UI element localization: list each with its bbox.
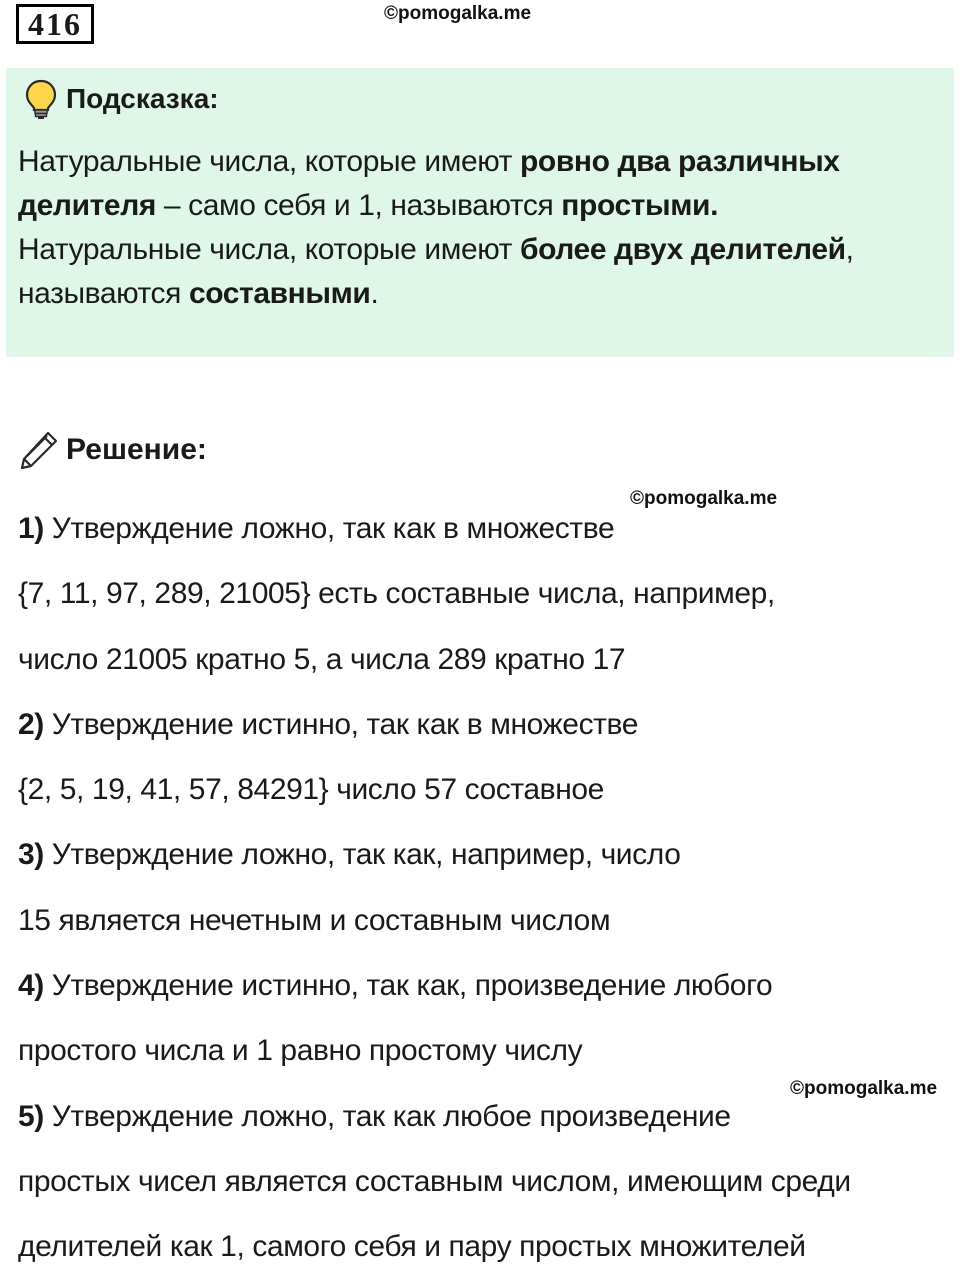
hint-paragraph-2: Натуральные числа, которые имеют более двух делителей, называются составными. (18, 233, 854, 310)
solution-line: простого числа и 1 равно простому числу (18, 1034, 583, 1068)
hint-title (24, 82, 219, 116)
hint-paragraph-1: Натуральные числа, которые имеют ровно два различных делителя – само себя и 1, называются простыми. (18, 145, 840, 222)
solution-line: делителей как 1, самого себя и пару простых множителей (18, 1230, 806, 1264)
task-number: 416 (16, 4, 94, 44)
solution-line: {2, 5, 19, 41, 57, 84291} число 57 составное (18, 773, 604, 807)
solution-title-text: Решение: (66, 433, 207, 466)
pencil-icon (18, 429, 60, 471)
hint-box (6, 68, 954, 357)
solution-line: {7, 11, 97, 289, 21005} есть составные числа, например, (18, 577, 775, 611)
lightbulb-icon (24, 79, 58, 119)
solution-line: 1) Утверждение ложно, так как в множестве (18, 512, 615, 545)
solution-line: 5) Утверждение ложно, так как любое произведение (18, 1099, 731, 1133)
solution-line: число 21005 кратно 5, а числа 289 кратно 17 (18, 642, 626, 676)
watermark-middle: ©pomogalka.me (630, 488, 778, 509)
watermark-top: ©pomogalka.me (384, 3, 532, 24)
hint-text (18, 140, 948, 316)
watermark-bottom: ©pomogalka.me (790, 1078, 938, 1099)
solution-line: 4) Утверждение истинно, так как, произведение любого (18, 969, 773, 1003)
solution-line: 2) Утверждение истинно, так как в множестве (18, 707, 638, 741)
solution-body (18, 496, 953, 1280)
hint-title-text: Подсказка: (66, 83, 219, 114)
solution-line: 3) Утверждение ложно, так как, например, число (18, 838, 681, 872)
solution-line: простых чисел является составным числом, имеющим среди (18, 1164, 851, 1198)
solution-title (18, 428, 207, 472)
solution-line: 15 является нечетным и составным числом (18, 903, 611, 937)
